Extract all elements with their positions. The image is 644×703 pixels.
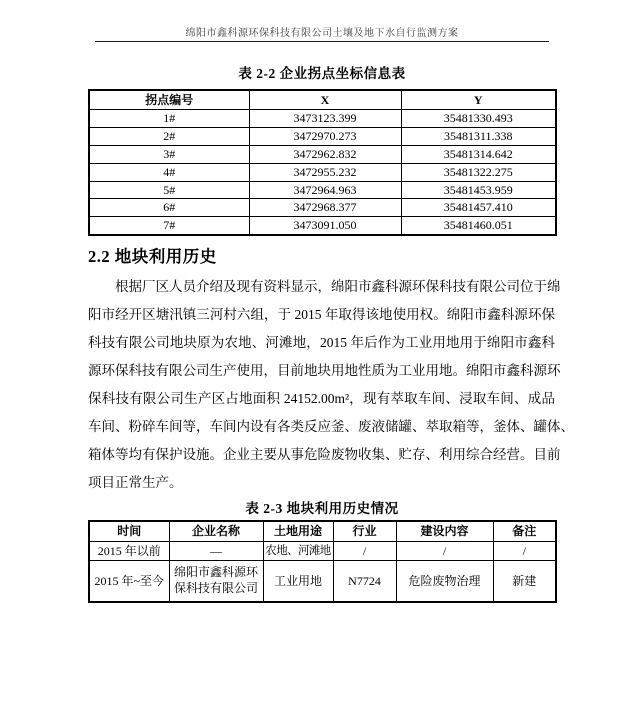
table-row (89, 561, 556, 603)
header-rule (95, 41, 549, 42)
coord-y: 35481453.959 (401, 181, 556, 199)
coord-y: 35481460.051 (401, 217, 556, 235)
paragraph-line: 根据厂区人员介绍及现有资料显示，绵阳市鑫科源环保科技有限公司位于绵 (115, 279, 561, 294)
construction-cell: 危险废物治理 (396, 561, 493, 603)
paragraph-line: 车间、粉碎车间等，车间内设有各类反应釜、废液储罐、萃取箱等，釜体、罐体、 (88, 419, 574, 434)
landuse-cell: 农地、河滩地 (263, 542, 333, 561)
history-table (88, 520, 557, 603)
coord-x: 3472962.832 (249, 145, 401, 163)
coord-x: 3473091.050 (249, 217, 401, 235)
construction-cell: / (396, 542, 493, 561)
company-cell: 绵阳市鑫科源环保科技有限公司 (169, 561, 263, 603)
point-id: 1# (89, 110, 249, 128)
point-id: 6# (89, 199, 249, 217)
page-header (0, 24, 644, 39)
table2-col-company: 企业名称 (169, 521, 263, 542)
coord-y: 35481314.642 (401, 145, 556, 163)
industry-cell: / (333, 542, 396, 561)
section-heading: 2.2 地块利用历史 (88, 247, 217, 266)
table-row (89, 217, 556, 235)
page-header-title: 绵阳市鑫科源环保科技有限公司土壤及地下水自行监测方案 (185, 28, 459, 39)
point-id: 2# (89, 127, 249, 145)
paragraph-line: 阳市经开区塘汛镇三河村六组，于 2015 年取得该地使用权。绵阳市鑫科源环保 (88, 307, 555, 322)
table2-header-row (89, 521, 556, 542)
point-id: 4# (89, 163, 249, 181)
table1-col-point: 拐点编号 (89, 90, 249, 110)
point-id: 3# (89, 145, 249, 163)
time-cell: 2015 年~至今 (89, 561, 169, 603)
table2-caption: 表 2-3 地块利用历史情况 (245, 501, 399, 516)
coord-x: 3473123.399 (249, 110, 401, 128)
coord-x: 3472955.232 (249, 163, 401, 181)
coordinate-table (88, 89, 557, 236)
coord-y: 35481322.275 (401, 163, 556, 181)
point-id: 7# (89, 217, 249, 235)
coord-y: 35481330.493 (401, 110, 556, 128)
coord-x: 3472970.273 (249, 127, 401, 145)
coord-y: 35481311.338 (401, 127, 556, 145)
coord-y: 35481457.410 (401, 199, 556, 217)
industry-cell: N7724 (333, 561, 396, 603)
table-row (89, 199, 556, 217)
table-row (89, 181, 556, 199)
landuse-cell: 工业用地 (263, 561, 333, 603)
table2-col-remark: 备注 (493, 521, 556, 542)
time-cell: 2015 年以前 (89, 542, 169, 561)
remark-cell: 新建 (493, 561, 556, 603)
table2-col-industry: 行业 (333, 521, 396, 542)
coord-x: 3472968.377 (249, 199, 401, 217)
table-row (89, 110, 556, 128)
paragraph-line: 科技有限公司地块原为农地、河滩地，2015 年后作为工业用地用于绵阳市鑫科 (88, 335, 555, 350)
table1-caption: 表 2-2 企业拐点坐标信息表 (238, 66, 406, 81)
table-row (89, 145, 556, 163)
paragraph-line: 箱体等均有保护设施。企业主要从事危险废物收集、贮存、利用综合经营。目前 (88, 447, 561, 462)
paragraph-line: 项目正常生产。 (88, 475, 183, 490)
table2-col-time: 时间 (89, 521, 169, 542)
table-row (89, 542, 556, 561)
table-row (89, 163, 556, 181)
table2-col-landuse: 土地用途 (263, 521, 333, 542)
table1-header-row (89, 90, 556, 110)
table1-col-x: X (249, 90, 401, 110)
coord-x: 3472964.963 (249, 181, 401, 199)
company-cell: — (169, 542, 263, 561)
body-paragraph (88, 273, 574, 497)
table2-col-construction: 建设内容 (396, 521, 493, 542)
table-row (89, 127, 556, 145)
paragraph-line: 保科技有限公司生产区占地面积 24152.00m²，现有萃取车间、浸取车间、成品 (88, 391, 555, 406)
table1-col-y: Y (401, 90, 556, 110)
point-id: 5# (89, 181, 249, 199)
remark-cell: / (493, 542, 556, 561)
paragraph-line: 源环保科技有限公司生产使用，目前地块用地性质为工业用地。绵阳市鑫科源环 (88, 363, 561, 378)
